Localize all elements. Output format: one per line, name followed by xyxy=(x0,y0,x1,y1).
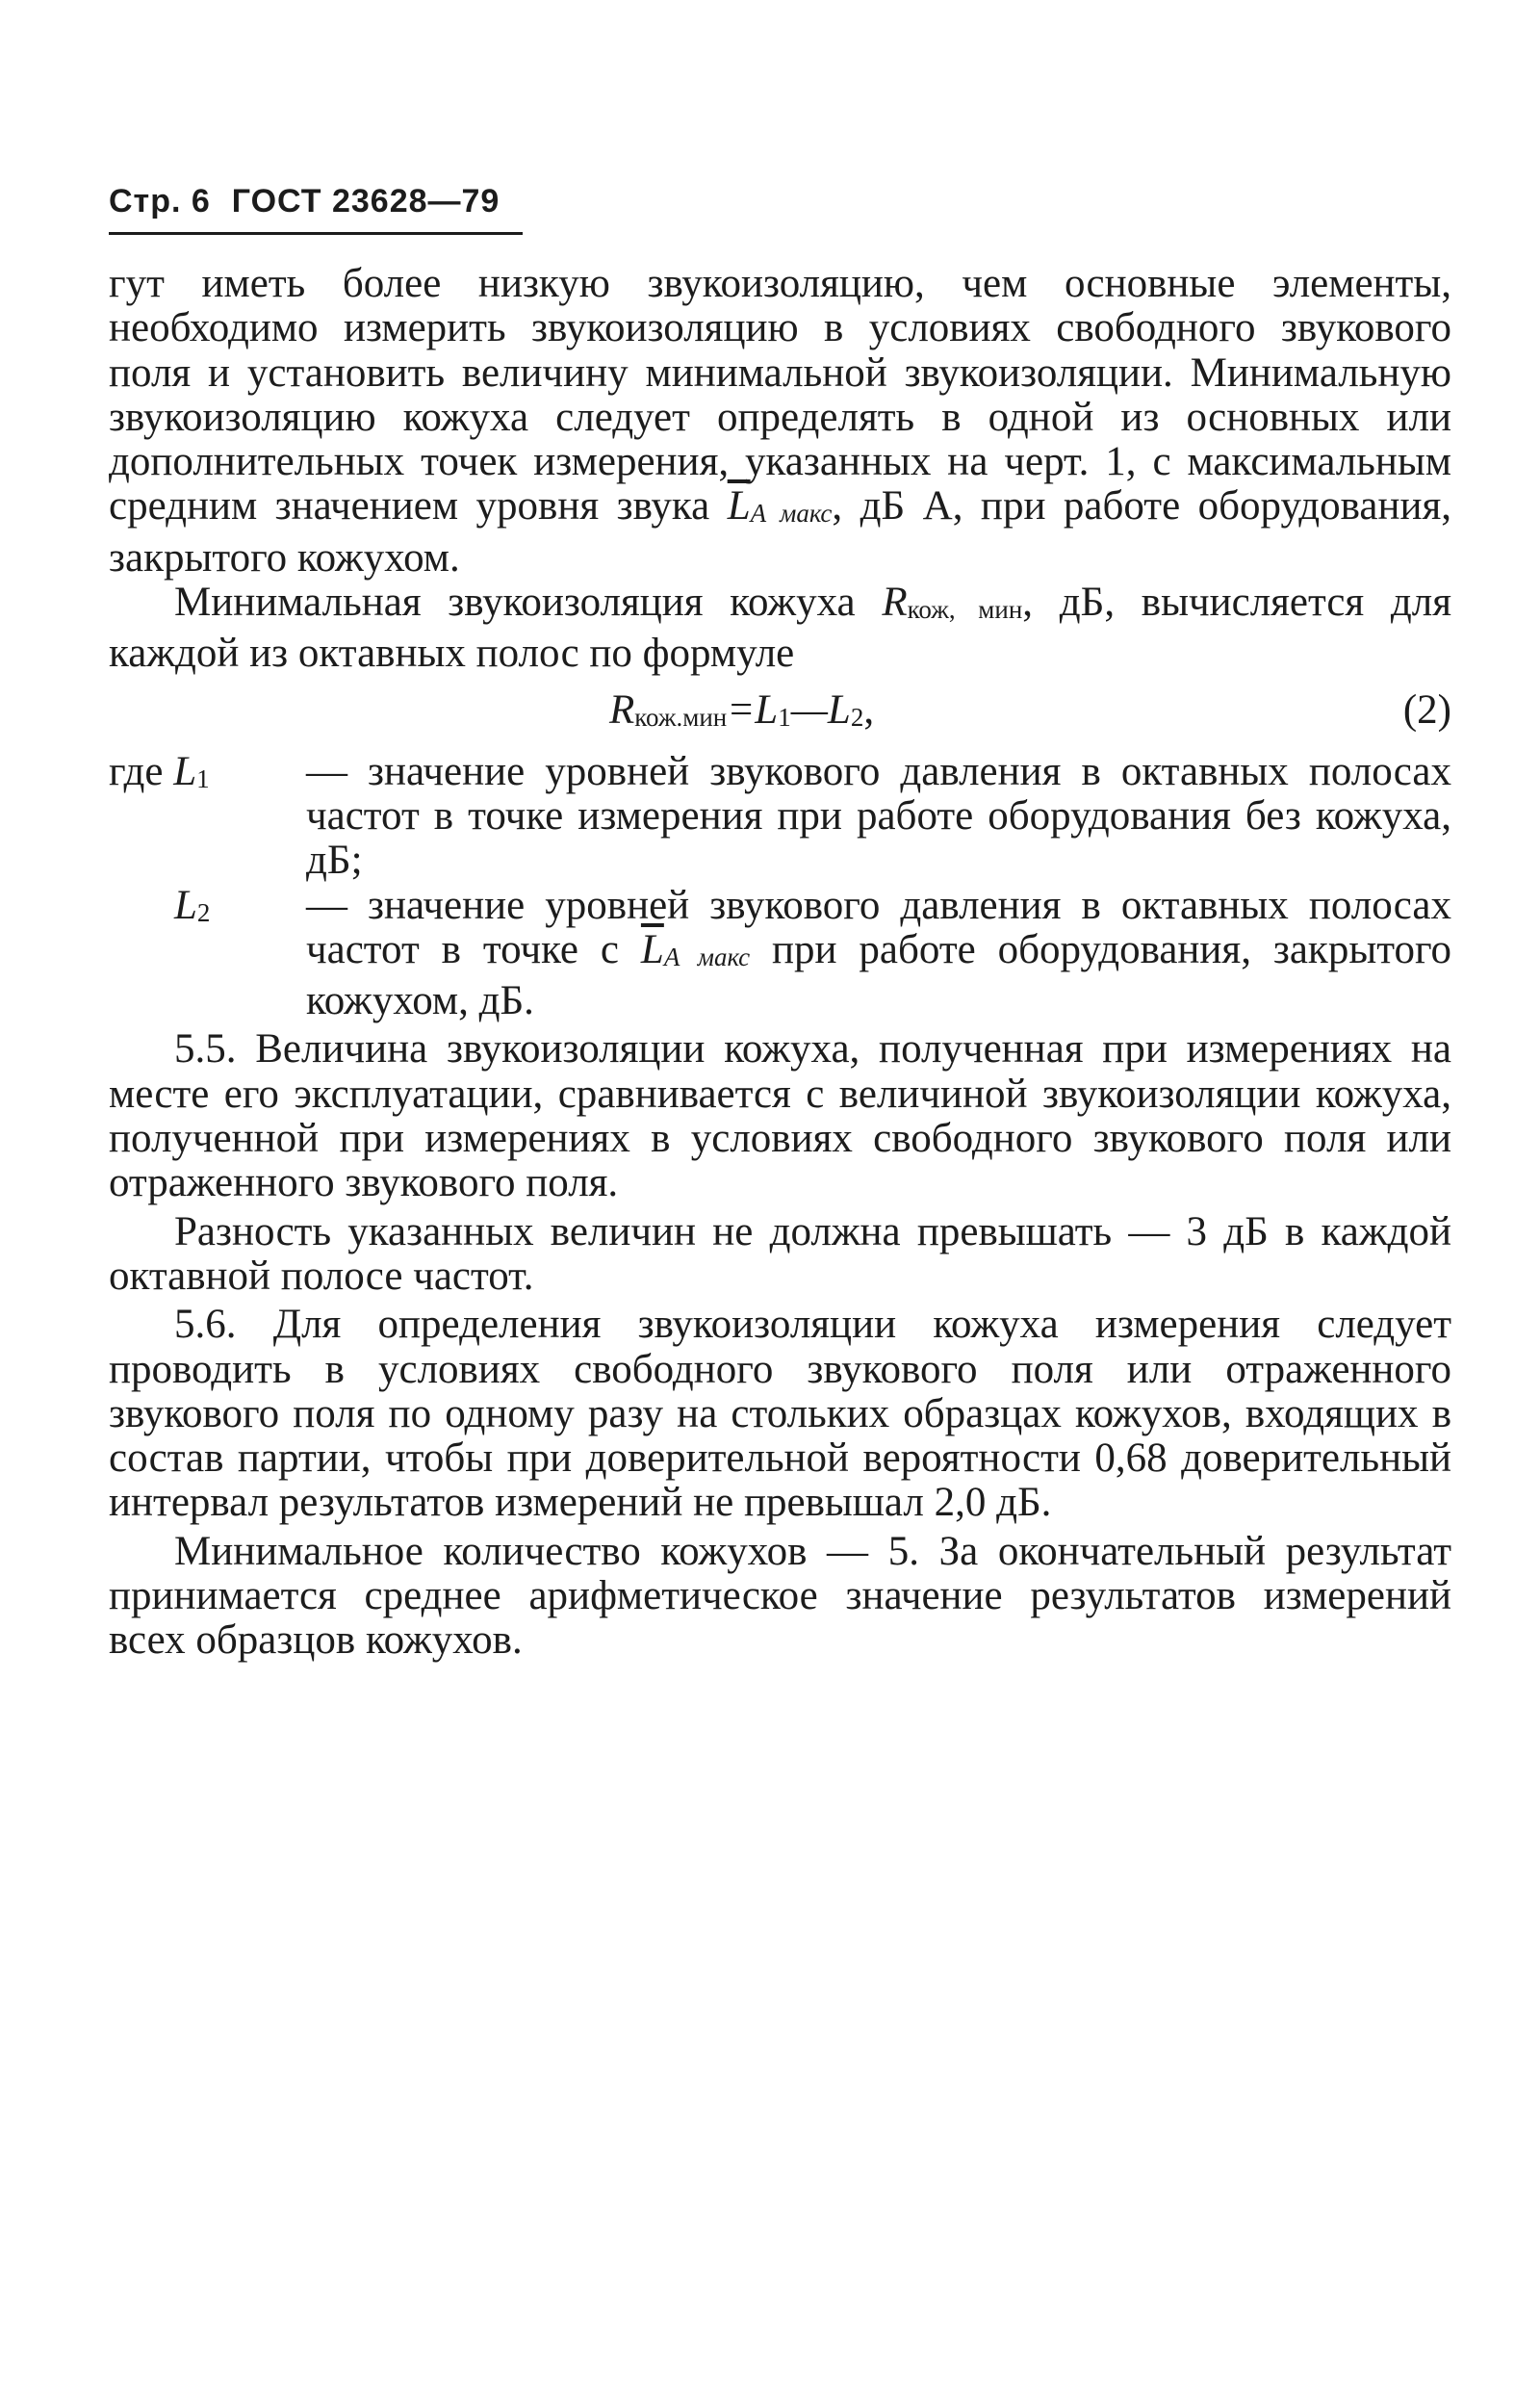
symbol-r-min-subscript: кож, мин xyxy=(907,595,1023,625)
definition-text-l2: — значение уровней звукового давления в октавных полосах частот в точке с $\overline{L}A$ макс при работе оборудования, закрытого кожухом, дБ. xyxy=(306,882,1452,1024)
page-header xyxy=(109,183,523,235)
formula-expression: Rкож.мин=L1—L2, xyxy=(609,686,875,733)
paragraph-5-6: 5.6. Для определения звукоизоляции кожуха измерения следует проводить в условиях свободного звукового поля или отраженного звукового поля по одному разу на стольких образцах кожухов, входящих в состав партии, чтобы при доверительной вероятности 0,68 доверительный интервал результатов измерений не превышал 2,0 дБ. xyxy=(109,1302,1451,1526)
symbol-la-max-subscript: A макс xyxy=(750,499,833,529)
formula-number: (2) xyxy=(1402,686,1451,733)
paragraph-min-insulation: Минимальная звукоизоляция кожуха Rкож, мин, дБ, вычисляется для каждой из октавных полос по формуле xyxy=(109,580,1452,677)
paragraph-5-5-difference: Разность указанных величин не должна превышать — 3 дБ в каждой октавной полосе частот. xyxy=(109,1208,1451,1299)
definitions-list xyxy=(109,750,1451,1024)
paragraph-5-5: 5.5. Величина звукоизоляции кожуха, полученная при измерениях на месте его эксплуатации, сравнивается с величиной звукоизоляции кожуха, полученной при измерениях в условиях свободного звукового поля или отраженного звукового поля. xyxy=(109,1026,1451,1206)
definition-term-l1: где L1 xyxy=(109,748,210,794)
symbol-r-min: R xyxy=(882,580,908,626)
symbol-la-max: $\overline{L}$ xyxy=(727,483,751,530)
paragraph-continuation: гут иметь более низкую звукоизоляцию, чем основные элементы, необходимо измерить звукоизоляцию в условиях свободного звукового поля и установить величину минимальной звукоизоляции. Минимальную звукоизоляцию кожуха следует определять в одной из основных или дополнительных точек измерения, указанных на черт. 1, с максимальным средним значением уровня звука $\overline{L}A$ макс, дБ А, при работе оборудования, закрытого кожухом. xyxy=(109,261,1451,581)
definition-term-l2: L2 xyxy=(174,882,211,928)
definition-text-l1: — значение уровней звукового давления в октавных полосах частот в точке измерения при работе оборудования без кожуха, дБ; xyxy=(306,748,1451,884)
formula-2 xyxy=(109,688,1451,746)
page-number: Стр. 6 xyxy=(109,183,211,220)
paragraph-5-6-minimum: Минимальное количество кожухов — 5. За окончательный результат принимается среднее арифметическое значение результатов измерений всех образцов кожухов. xyxy=(109,1528,1451,1664)
page-content xyxy=(109,262,1451,1664)
standard-designation: ГОСТ 23628—79 xyxy=(231,183,500,220)
